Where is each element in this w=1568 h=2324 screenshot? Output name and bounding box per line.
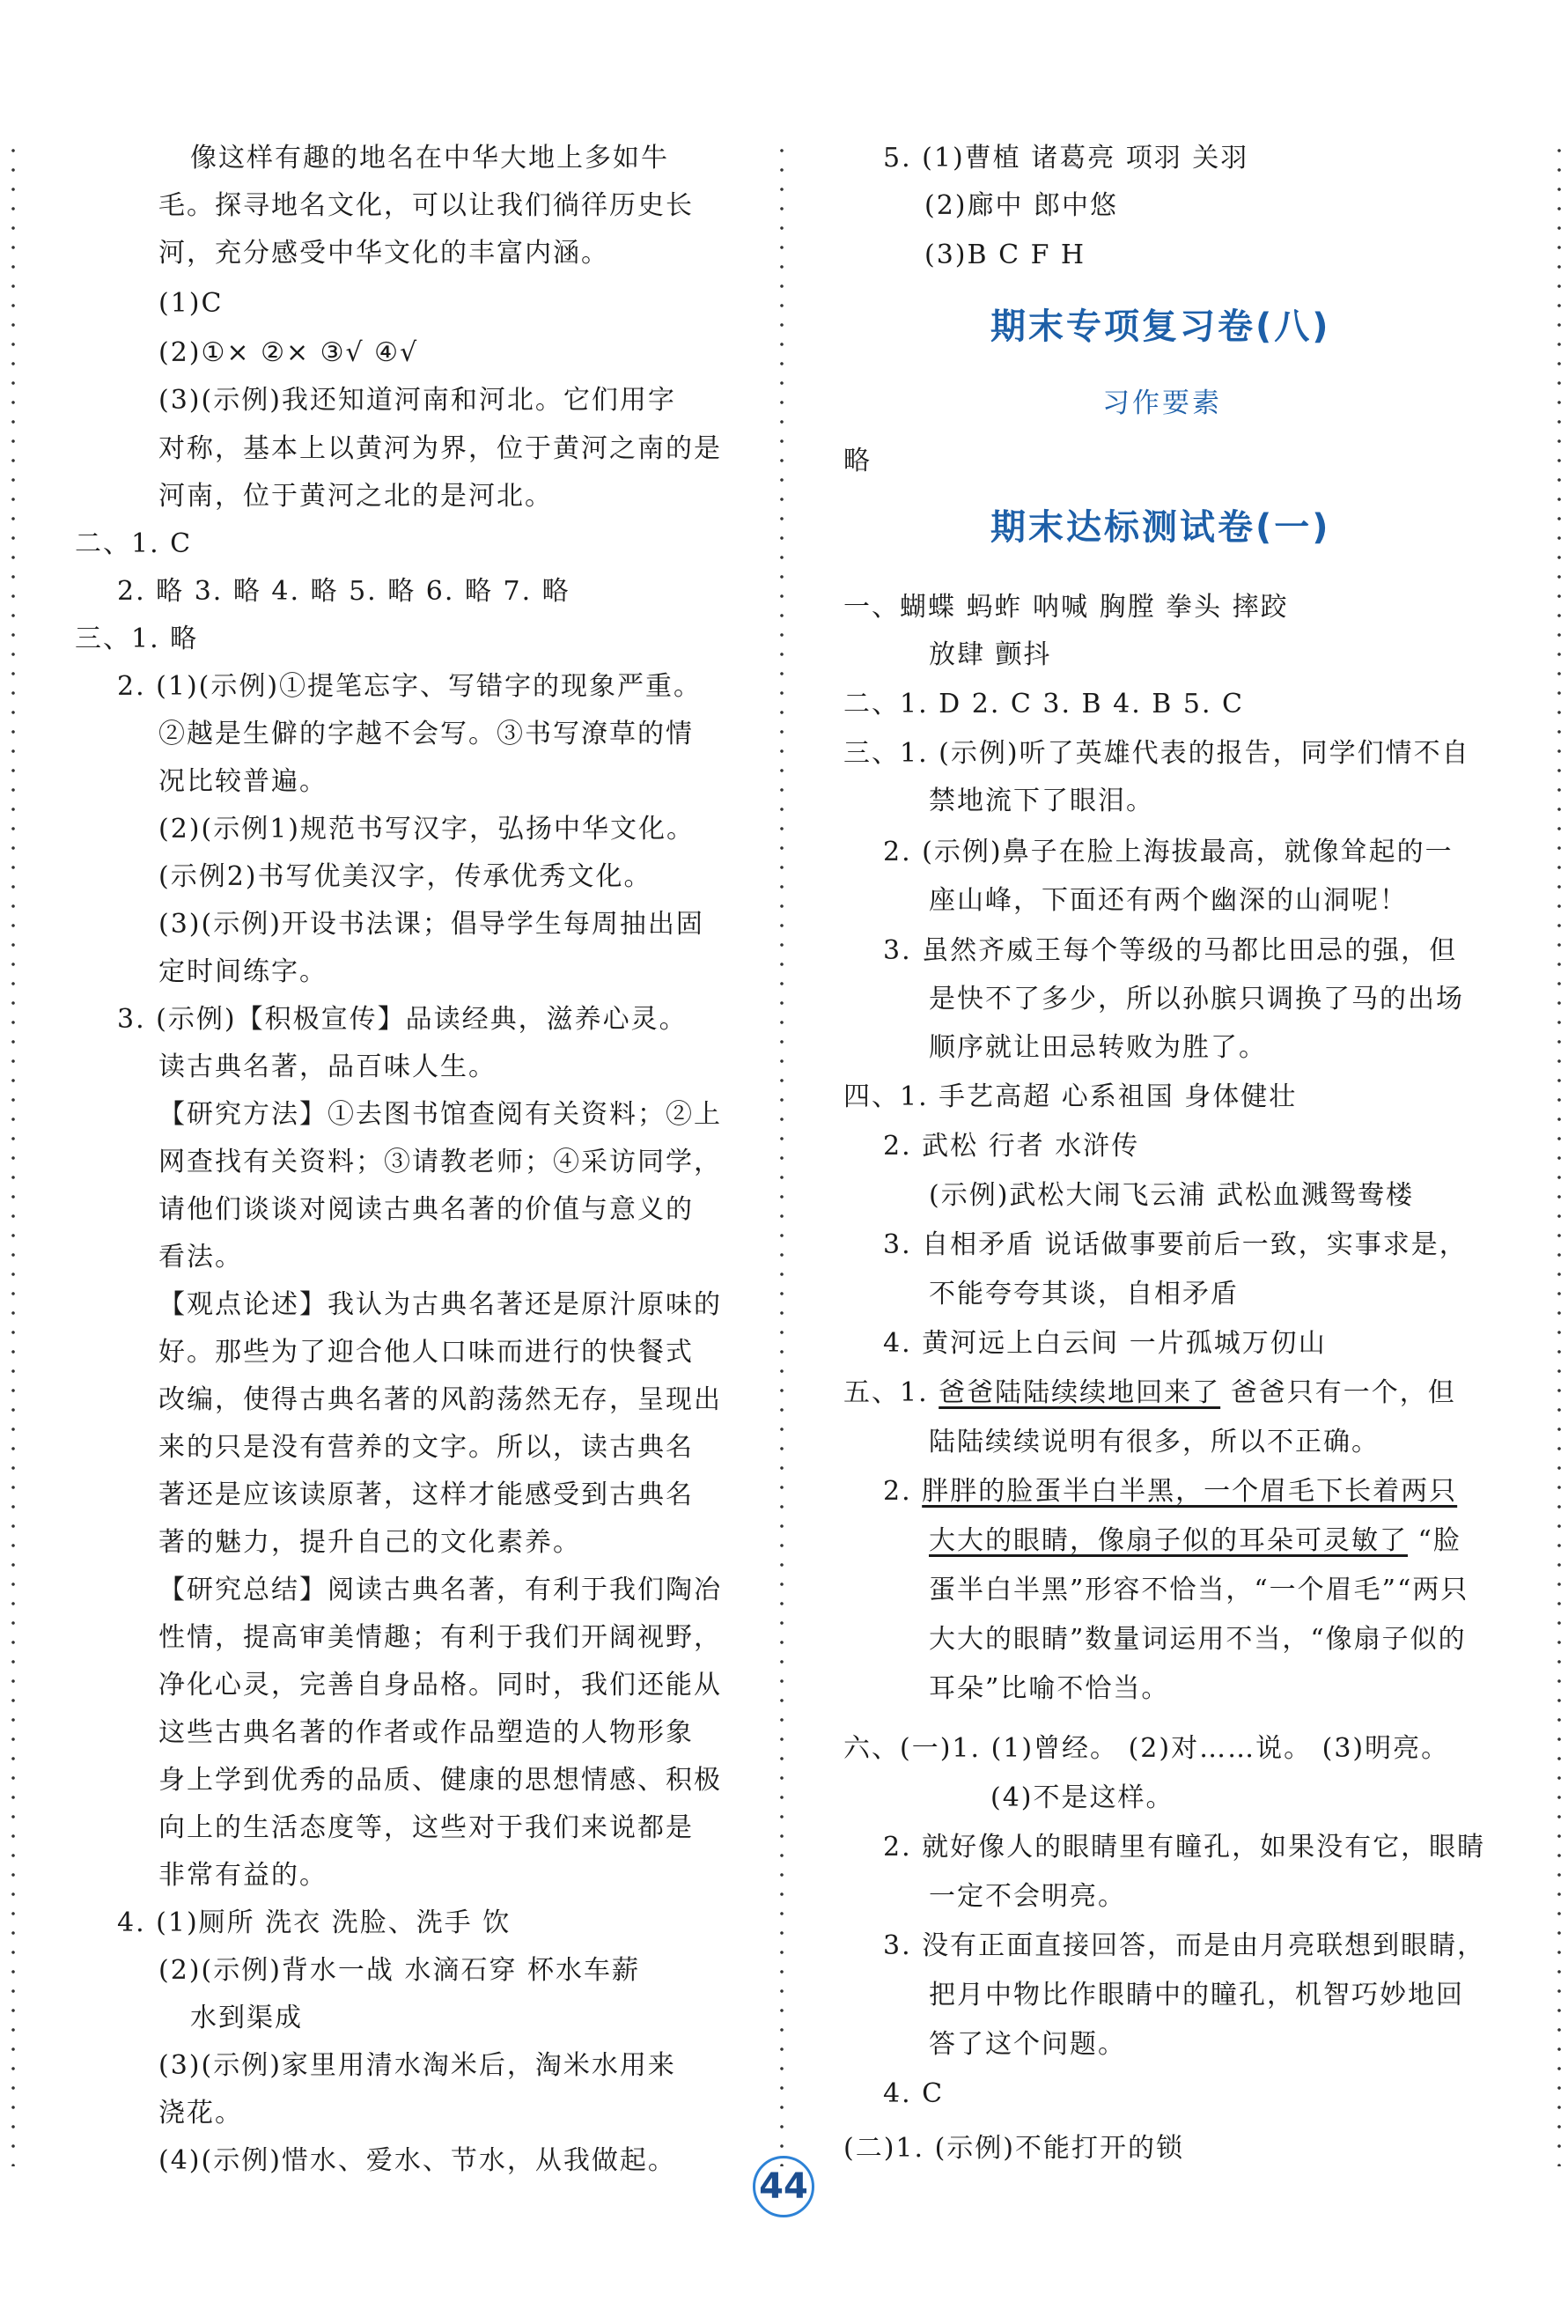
text-line: 身上学到优秀的品质、健康的思想情感、积极 [158, 1765, 722, 1796]
text-line: 耳朵”比喻不恰当。 [929, 1673, 1170, 1704]
text-line: (二)1. (示例)不能打开的锁 [843, 2133, 1184, 2164]
text-line: 略 [843, 446, 872, 476]
text-line: 性情，提高审美情趣；有利于我们开阔视野， [158, 1622, 722, 1653]
text-line: 禁地流下了眼泪。 [929, 786, 1154, 816]
underlined-sentence: 大大的眼睛，像扇子似的耳朵可灵敏了 [929, 1525, 1408, 1556]
text-line: 净化心灵，完善自身品格。同时，我们还能从 [158, 1670, 722, 1701]
text-line: (示例2)书写优美汉字，传承优秀文化。 [158, 861, 652, 892]
text-line: (3)B C F H [924, 240, 1086, 270]
text-line: 2. 武松 行者 水浒传 [883, 1131, 1140, 1162]
text-line: 这些古典名著的作者或作品塑造的人物形象 [158, 1717, 694, 1748]
text-line: 著还是应该读原著，这样才能感受到古典名 [158, 1479, 694, 1510]
center-dotted-divider [779, 141, 784, 2166]
text-line: 水到渠成 [190, 2003, 303, 2033]
text-line [883, 1474, 1457, 1509]
left-dotted-margin [11, 141, 16, 2166]
text-line: 看法。 [158, 1242, 243, 1273]
section-subtitle: 习作要素 [1102, 387, 1222, 419]
text-line: 三、1. (示例)听了英雄代表的报告，同学们情不自 [843, 738, 1470, 769]
text-line: 2. 略 3. 略 4. 略 5. 略 6. 略 7. 略 [117, 576, 571, 607]
text-line: (2)①× ②× ③√ ④√ [158, 337, 419, 368]
text-line: 3. 虽然齐威王每个等级的马都比田忌的强，但 [883, 935, 1458, 966]
text-line: 请他们谈谈对阅读古典名著的价值与意义的 [158, 1194, 694, 1225]
text-line: 二、1. C [75, 528, 193, 559]
text-line: 定时间练字。 [158, 956, 328, 987]
text-line: 2. (示例)鼻子在脸上海拔最高，就像耸起的一 [883, 837, 1454, 867]
text-line: 座山峰，下面还有两个幽深的山洞呢！ [929, 885, 1408, 916]
text-line: 2. 就好像人的眼睛里有瞳孔，如果没有它，眼睛 [883, 1832, 1486, 1863]
answer-text: 爸爸只有一个，但 [1220, 1377, 1456, 1408]
text-line: 像这样有趣的地名在中华大地上多如牛 [190, 143, 669, 173]
text-line: 4. C [883, 2078, 945, 2109]
text-line: 不能夸夸其谈，自相矛盾 [929, 1279, 1239, 1310]
text-line: 3. (示例)【积极宣传】品读经典，滋养心灵。 [117, 1004, 688, 1035]
right-dotted-margin [1557, 141, 1562, 2166]
text-line: 答了这个问题。 [929, 2029, 1126, 2060]
text-line: 4. (1)厕所 洗衣 洗脸、洗手 饮 [117, 1907, 512, 1938]
text-line: 陆陆续续说明有很多，所以不正确。 [929, 1427, 1380, 1457]
text-line: 3. 没有正面直接回答，而是由月亮联想到眼睛， [883, 1930, 1486, 1961]
text-line: 大大的眼睛”数量词运用不当，“像扇子似的 [929, 1624, 1467, 1655]
text-line: 三、1. 略 [75, 623, 199, 654]
text-line: 是快不了多少，所以孙膑只调换了马的出场 [929, 984, 1464, 1014]
text-line: 4. 黄河远上白云间 一片孤城万仞山 [883, 1328, 1327, 1359]
text-line: 放肆 颤抖 [929, 639, 1052, 670]
text-line: (3)(示例)我还知道河南和河北。它们用字 [158, 385, 676, 416]
text-line: 把月中物比作眼睛中的瞳孔，机智巧妙地回 [929, 1980, 1464, 2010]
text-line: 河南，位于黄河之北的是河北。 [158, 481, 553, 512]
text-line: (4)不是这样。 [990, 1782, 1174, 1813]
text-line: 非常有益的。 [158, 1860, 328, 1891]
text-line: 对称，基本上以黄河为界，位于黄河之南的是 [158, 433, 722, 464]
text-line: 四、1. 手艺高超 心系祖国 身体健壮 [843, 1081, 1298, 1112]
underlined-sentence: 爸爸陆陆续续地回来了 [939, 1377, 1221, 1408]
text-line [929, 1524, 1461, 1559]
text-line: 况比较普遍。 [158, 766, 328, 797]
question-number: 五、1. [843, 1377, 939, 1408]
page-number [753, 2156, 814, 2217]
underlined-sentence: 胖胖的脸蛋半白半黑，一个眉毛下长着两只 [922, 1476, 1458, 1507]
text-line: 5. (1)曹植 诸葛亮 项羽 关羽 [883, 143, 1249, 173]
section-title: 期末达标测试卷(一) [990, 507, 1331, 548]
question-number: 2. [883, 1476, 923, 1507]
section-title: 期末专项复习卷(八) [990, 306, 1331, 347]
text-line: 向上的生活态度等，这些对于我们来说都是 [158, 1812, 694, 1843]
text-line: 改编，使得古典名著的风韵荡然无存，呈现出 [158, 1384, 722, 1415]
text-line: 读古典名著，品百味人生。 [158, 1051, 497, 1082]
text-line: 来的只是没有营养的文字。所以，读古典名 [158, 1432, 694, 1463]
text-line: 好。那些为了迎合他人口味而进行的快餐式 [158, 1337, 694, 1368]
text-line: 毛。探寻地名文化，可以让我们徜徉历史长 [158, 190, 694, 221]
text-line: (示例)武松大闹飞云浦 武松血溅鸳鸯楼 [929, 1180, 1414, 1211]
text-line: (3)(示例)开设书法课；倡导学生每周抽出固 [158, 909, 704, 940]
text-line: 一、蝴蝶 蚂蚱 呐喊 胸膛 拳头 摔跤 [843, 592, 1289, 623]
page-number-text: 44 [759, 2166, 808, 2207]
answer-text: “脸 [1408, 1525, 1461, 1556]
text-line: 【研究方法】①去图书馆查阅有关资料；②上 [158, 1099, 722, 1130]
text-line: (2)(示例)背水一战 水滴石穿 杯水车薪 [158, 1955, 640, 1986]
text-line: 顺序就让田忌转败为胜了。 [929, 1032, 1267, 1063]
text-line [843, 1376, 1456, 1411]
text-line: 二、1. D 2. C 3. B 4. B 5. C [843, 689, 1244, 719]
text-line: 【观点论述】我认为古典名著还是原汁原味的 [158, 1289, 722, 1320]
text-line: 【研究总结】阅读古典名著，有利于我们陶冶 [158, 1575, 722, 1605]
text-line: 2. (1)(示例)①提笔忘字、写错字的现象严重。 [117, 671, 703, 702]
text-line: 蛋半白半黑”形容不恰当，“一个眉毛”“两只 [929, 1575, 1469, 1605]
text-line: 六、(一)1. (1)曾经。 (2)对……说。 (3)明亮。 [843, 1733, 1450, 1764]
text-line: (1)C [158, 288, 224, 319]
text-line: (3)(示例)家里用清水淘米后，淘米水用来 [158, 2050, 676, 2081]
text-line: 3. 自相矛盾 说话做事要前后一致，实事求是， [883, 1229, 1468, 1260]
text-line: 一定不会明亮。 [929, 1881, 1126, 1912]
text-line: 河，充分感受中华文化的丰富内涵。 [158, 238, 609, 269]
text-line: (2)(示例1)规范书写汉字，弘扬中华文化。 [158, 814, 695, 845]
text-line: ②越是生僻的字越不会写。③书写潦草的情 [158, 719, 694, 749]
text-line: 浇花。 [158, 2098, 243, 2128]
text-line: (4)(示例)惜水、爱水、节水，从我做起。 [158, 2145, 676, 2176]
text-line: 著的魅力，提升自己的文化素养。 [158, 1527, 581, 1558]
text-line: (2)廊中 郎中悠 [924, 190, 1119, 221]
text-line: 网查找有关资料；③请教老师；④采访同学， [158, 1147, 722, 1177]
